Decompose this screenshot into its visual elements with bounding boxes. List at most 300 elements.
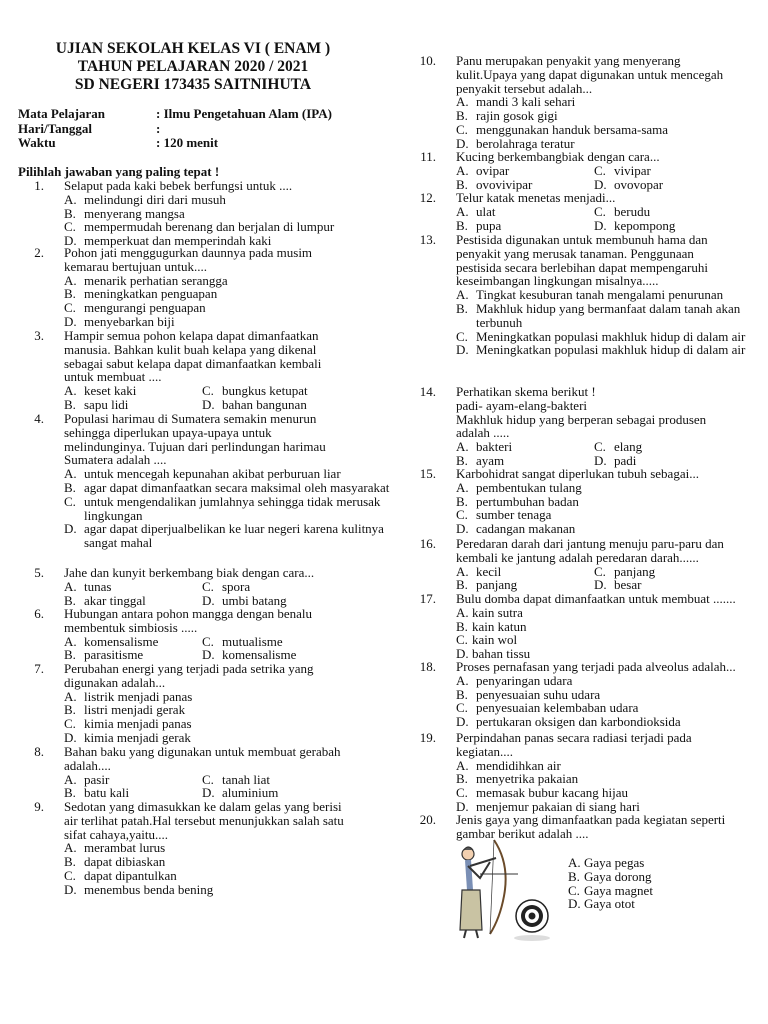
- option-letter: A.: [64, 633, 77, 649]
- option-text: mempermudah berenang dan berjalan di lumpur: [84, 219, 335, 235]
- question-12: [410, 191, 756, 232]
- option-text: pertukaran oksigen dan karbondioksida: [476, 714, 681, 730]
- question-text-line: Bulu domba dapat dimanfaatkan untuk membuat .......: [456, 591, 736, 606]
- answer-options: [456, 674, 756, 729]
- question-number: 8.: [34, 744, 44, 759]
- option-text: menyetrika pakaian: [476, 771, 579, 787]
- question-number: 13.: [419, 232, 436, 247]
- answer-options: [64, 773, 390, 801]
- option-text: untuk mengendalikan jumlahnya sehingga tidak merusak lingkungan: [84, 493, 381, 523]
- answer-options: [64, 841, 390, 896]
- question-18: [410, 660, 756, 729]
- answer-option[interactable]: [456, 786, 756, 800]
- answer-options: [64, 635, 390, 663]
- option-letter: A.: [64, 771, 77, 787]
- answer-options: [456, 440, 756, 468]
- question-text-line: Bahan baku yang digunakan untuk membuat gerabah: [64, 744, 341, 759]
- option-letter: C.: [456, 785, 468, 801]
- option-letter: B.: [456, 686, 468, 702]
- answer-options: [64, 580, 390, 608]
- answer-option[interactable]: [456, 522, 756, 536]
- answer-option[interactable]: [456, 620, 756, 634]
- option-letter: C.: [594, 439, 606, 455]
- answer-option[interactable]: [202, 384, 390, 398]
- answer-option[interactable]: [64, 301, 390, 315]
- answer-option[interactable]: [64, 193, 390, 207]
- day-label: Hari/Tanggal: [18, 120, 92, 136]
- answer-option[interactable]: [64, 522, 390, 550]
- question-number: 14.: [419, 384, 436, 399]
- answer-options: [456, 759, 756, 814]
- question-text-line: Perhatikan skema berikut !: [456, 384, 596, 399]
- option-text: sumber tenaga: [476, 507, 552, 523]
- question-text-line: Panu merupakan penyakit yang menyerang: [456, 53, 681, 68]
- option-text: agar dapat diperjualbelikan ke luar negeri karena kulitnya sangat mahal: [84, 521, 384, 551]
- subject-value: : Ilmu Pengetahuan Alam (IPA): [156, 106, 332, 121]
- option-text: menembus benda bening: [84, 881, 214, 897]
- answer-option[interactable]: [568, 856, 653, 870]
- answer-option[interactable]: [64, 855, 390, 869]
- answer-option[interactable]: [456, 205, 594, 219]
- option-letter: D.: [64, 521, 77, 537]
- option-letter: A.: [456, 479, 469, 495]
- answer-options: [456, 565, 756, 593]
- option-letter: A.: [456, 604, 469, 620]
- option-text: ayam: [476, 452, 505, 468]
- option-letter: C.: [202, 633, 214, 649]
- option-text: tunas: [84, 578, 112, 594]
- option-text: menjemur pakaian di siang hari: [476, 798, 640, 814]
- question-text-line: Pohon jati menggugurkan daunnya pada musim: [64, 245, 313, 260]
- option-text: kepompong: [614, 217, 676, 233]
- question-text-line: sebagai sabut kelapa dapat dimanfaatkan kembali: [64, 355, 322, 371]
- question-text-line: keseimbangan lingkungan misalnya.....: [456, 273, 659, 289]
- answer-option[interactable]: [64, 220, 390, 234]
- question-number: 9.: [34, 799, 44, 814]
- option-text: Gaya dorong: [584, 868, 652, 884]
- option-letter: C.: [456, 632, 468, 648]
- option-letter: A.: [456, 94, 469, 110]
- option-text: kain wol: [472, 632, 518, 648]
- answer-options: [456, 205, 756, 233]
- option-text: Makhluk hidup yang bermanfaat dalam tanah akan terbunuh: [476, 300, 741, 330]
- option-text: Tingkat kesuburan tanah mengalami penurunan: [476, 287, 724, 303]
- option-letter: A.: [64, 272, 77, 288]
- answer-option[interactable]: [456, 701, 756, 715]
- answer-option[interactable]: [594, 178, 756, 192]
- answer-option[interactable]: [456, 109, 756, 123]
- question-text-line: padi- ayam-elang-bakteri: [456, 397, 588, 413]
- answer-option[interactable]: [456, 565, 594, 579]
- option-text: panjang: [476, 577, 518, 593]
- answer-option[interactable]: [456, 95, 756, 109]
- answer-option[interactable]: [594, 205, 756, 219]
- archer-illustration: [446, 838, 558, 944]
- option-text: panjang: [614, 563, 656, 579]
- option-text: berudu: [614, 203, 651, 219]
- question-text-line: sehingga diperlukan upaya-upaya untuk: [64, 424, 272, 440]
- question-text-line: Populasi harimau di Sumatera semakin menurun: [64, 411, 317, 426]
- answer-option[interactable]: [64, 481, 390, 495]
- option-letter: C.: [568, 882, 580, 898]
- answer-option[interactable]: [568, 897, 653, 911]
- option-letter: C.: [456, 700, 468, 716]
- time-label: Waktu: [18, 135, 56, 150]
- question-16: [410, 537, 756, 592]
- answer-options: [456, 95, 756, 150]
- option-letter: A.: [64, 191, 77, 207]
- answer-option[interactable]: [64, 315, 390, 329]
- question-number: 7.: [34, 661, 44, 676]
- answer-option[interactable]: [64, 467, 390, 481]
- option-text: kecil: [476, 563, 502, 579]
- option-text: merambat lurus: [84, 840, 166, 856]
- answer-option[interactable]: [64, 274, 390, 288]
- question-number: 15.: [419, 466, 436, 481]
- answer-option[interactable]: [64, 287, 390, 301]
- answer-option[interactable]: [202, 580, 390, 594]
- option-text: Meningkatkan populasi makhluk hidup di dalam air: [476, 328, 746, 344]
- question-19: [410, 731, 756, 814]
- option-text: parasitisme: [84, 647, 144, 663]
- option-letter: B.: [64, 702, 76, 718]
- question-3: [18, 329, 390, 412]
- question-20: [410, 812, 756, 912]
- answer-option[interactable]: [64, 690, 390, 704]
- option-text: listri menjadi gerak: [84, 702, 186, 718]
- option-letter: C.: [594, 203, 606, 219]
- option-text: memasak bubur kacang hijau: [476, 785, 628, 801]
- option-text: bakteri: [476, 439, 513, 455]
- option-letter: C.: [64, 493, 76, 509]
- option-letter: C.: [456, 121, 468, 137]
- option-text: tanah liat: [222, 771, 271, 787]
- subject-label: Mata Pelajaran: [18, 106, 106, 121]
- option-text: dapat dibiaskan: [84, 854, 166, 870]
- option-letter: D.: [456, 646, 469, 662]
- option-text: Gaya otot: [584, 896, 635, 912]
- question-text-line: manusia. Bahkan kulit buah kelapa yang dikenal: [64, 341, 317, 357]
- option-text: padi: [614, 452, 637, 468]
- answer-options: [456, 288, 756, 357]
- option-text: batu kali: [84, 785, 130, 801]
- option-letter: A.: [456, 563, 469, 579]
- option-text: ovipar: [476, 162, 510, 178]
- answer-option[interactable]: [202, 635, 390, 649]
- answer-option[interactable]: [64, 773, 202, 787]
- answer-option[interactable]: [64, 869, 390, 883]
- answer-option[interactable]: [568, 870, 653, 884]
- question-number: 10.: [419, 53, 436, 68]
- option-letter: A.: [64, 840, 77, 856]
- option-text: kimia menjadi panas: [84, 716, 192, 732]
- option-letter: A.: [64, 383, 77, 399]
- answer-option[interactable]: [456, 123, 756, 137]
- option-letter: A.: [456, 287, 469, 303]
- answer-option[interactable]: [456, 219, 594, 233]
- option-text: menggunakan handuk bersama-sama: [476, 121, 669, 137]
- option-letter: B.: [64, 592, 76, 608]
- title-line-3: SD NEGERI 173435 SAITNIHUTA: [74, 76, 312, 93]
- answer-option[interactable]: [594, 440, 756, 454]
- answer-option[interactable]: [64, 703, 390, 717]
- question-text-line: Makhluk hidup yang berperan sebagai produsen: [456, 411, 707, 427]
- question-10: [410, 54, 756, 151]
- answer-options: [456, 606, 756, 661]
- option-text: agar dapat dimanfaatkan secara maksimal oleh masyarakat: [84, 479, 390, 495]
- option-letter: D.: [594, 176, 607, 192]
- question-text-line: Jahe dan kunyit berkembang biak dengan cara...: [64, 565, 315, 580]
- answer-option[interactable]: [594, 565, 756, 579]
- answer-options: [64, 274, 390, 329]
- option-letter: D.: [456, 714, 469, 730]
- option-letter: C.: [456, 507, 468, 523]
- option-letter: D.: [202, 592, 215, 608]
- option-text: dapat dipantulkan: [84, 867, 177, 883]
- question-text-line: untuk membuat ....: [64, 369, 162, 385]
- option-text: akar tinggal: [84, 592, 146, 608]
- option-letter: C.: [594, 563, 606, 579]
- option-text: cadangan makanan: [476, 521, 576, 537]
- answer-option[interactable]: [456, 481, 756, 495]
- option-letter: D.: [202, 396, 215, 412]
- question-text-line: Jenis gaya yang dimanfaatkan pada kegiatan seperti: [456, 812, 726, 827]
- option-text: bahan tissu: [472, 646, 531, 662]
- answer-option[interactable]: [202, 398, 390, 412]
- question-4: [18, 412, 390, 550]
- answer-option[interactable]: [456, 495, 756, 509]
- question-text-line: sifat cahaya,yaitu....: [64, 826, 168, 842]
- question-text-line: pestisida secara berlebihan dapat mempengaruhi: [456, 259, 708, 275]
- question-number: 12.: [419, 190, 436, 205]
- option-text: keset kaki: [84, 383, 137, 399]
- option-letter: D.: [64, 233, 77, 249]
- option-letter: A.: [456, 757, 469, 773]
- question-text-line: Peredaran darah dari jantung menuju paru-paru dan: [456, 536, 724, 551]
- option-letter: D.: [202, 647, 215, 663]
- archery-target-icon: [514, 900, 550, 941]
- question-text-line: air terlihat patah.Hal tersebut menunjukkan salah satu: [64, 812, 344, 828]
- option-letter: B.: [64, 205, 76, 221]
- answer-option[interactable]: [456, 715, 756, 729]
- option-letter: B.: [456, 577, 468, 593]
- question-5: [18, 566, 390, 607]
- answer-option[interactable]: [456, 772, 756, 786]
- option-letter: A.: [64, 578, 77, 594]
- option-text: spora: [222, 578, 251, 594]
- option-text: penyaringan udara: [476, 672, 573, 688]
- instruction: Pilihlah jawaban yang paling tepat !: [18, 164, 220, 179]
- question-1: [18, 179, 390, 248]
- option-letter: C.: [64, 300, 76, 316]
- answer-option[interactable]: [456, 508, 756, 522]
- option-text: bungkus ketupat: [222, 383, 308, 399]
- option-text: Gaya magnet: [584, 882, 653, 898]
- option-letter: B.: [64, 286, 76, 302]
- option-text: aluminium: [222, 785, 279, 801]
- answer-option[interactable]: [456, 606, 756, 620]
- answer-option[interactable]: [456, 330, 756, 344]
- option-text: melindungi diri dari musuh: [84, 191, 226, 207]
- question-number: 16.: [419, 536, 436, 551]
- question-17: [410, 592, 756, 661]
- option-text: umbi batang: [222, 592, 287, 608]
- question-text-line: Karbohidrat sangat diperlukan tubuh sebagai...: [456, 466, 699, 481]
- answer-option[interactable]: [568, 884, 653, 898]
- answer-options: [64, 193, 390, 248]
- option-letter: D.: [456, 798, 469, 814]
- option-text: kain sutra: [472, 604, 523, 620]
- option-letter: A.: [456, 439, 469, 455]
- option-text: penyesuaian suhu udara: [476, 686, 601, 702]
- question-text-line: Sedotan yang dimasukkan ke dalam gelas yang berisi: [64, 799, 342, 814]
- option-text: besar: [614, 577, 642, 593]
- answer-option[interactable]: [64, 883, 390, 897]
- answer-option[interactable]: [456, 343, 756, 357]
- question-14: [410, 385, 756, 468]
- option-letter: D.: [456, 342, 469, 358]
- question-9: [18, 800, 390, 897]
- option-text: mendidihkan air: [476, 757, 561, 773]
- option-text: ulat: [476, 203, 496, 219]
- answer-option[interactable]: [64, 635, 202, 649]
- answer-option[interactable]: [456, 164, 594, 178]
- answer-options: [64, 384, 390, 412]
- answer-option[interactable]: [64, 717, 390, 731]
- option-letter: B.: [456, 300, 468, 316]
- option-text: Gaya pegas: [584, 855, 645, 870]
- option-text: pupa: [476, 217, 502, 233]
- option-text: mutualisme: [222, 633, 283, 649]
- time-value: : 120 menit: [156, 135, 219, 150]
- answer-options: [456, 164, 756, 192]
- question-number: 2.: [34, 245, 44, 260]
- option-letter: A.: [568, 855, 581, 870]
- option-letter: A.: [64, 466, 77, 482]
- answer-options: [456, 481, 756, 536]
- option-letter: C.: [594, 162, 606, 178]
- title-line-2: TAHUN PELAJARAN 2020 / 2021: [77, 58, 309, 75]
- question-8: [18, 745, 390, 800]
- answer-option[interactable]: [202, 773, 390, 787]
- question-text-line: kulit.Upaya yang dapat digunakan untuk mencegah: [456, 66, 724, 82]
- option-text: sapu lidi: [84, 396, 129, 412]
- option-text: ovovivipar: [476, 176, 533, 192]
- option-letter: D.: [64, 313, 77, 329]
- question-text-line: Perubahan energi yang terjadi pada setrika yang: [64, 661, 314, 676]
- answer-option[interactable]: [64, 841, 390, 855]
- option-text: ovovopar: [614, 176, 664, 192]
- answer-option[interactable]: [456, 688, 756, 702]
- option-text: rajin gosok gigi: [476, 108, 558, 124]
- option-letter: A.: [456, 672, 469, 688]
- question-text-line: Sumatera adalah ....: [64, 452, 167, 468]
- option-letter: D.: [202, 785, 215, 801]
- option-letter: C.: [64, 867, 76, 883]
- option-text: pembentukan tulang: [476, 479, 582, 495]
- option-letter: D.: [594, 577, 607, 593]
- option-letter: B.: [568, 868, 580, 884]
- answer-option[interactable]: [64, 580, 202, 594]
- question-number: 6.: [34, 606, 44, 621]
- question-text-line: melindunginya. Tujuan dari perlindungan harimau: [64, 438, 326, 454]
- question-text-line: kegiatan....: [456, 743, 514, 759]
- answer-option[interactable]: [64, 398, 202, 412]
- option-letter: C.: [64, 716, 76, 732]
- question-text-line: Perpindahan panas secara radiasi terjadi pada: [456, 730, 692, 745]
- option-text: Meningkatkan populasi makhluk hidup di dalam air: [476, 342, 746, 358]
- question-text-line: Hampir semua pohon kelapa dapat dimanfaatkan: [64, 328, 319, 343]
- answer-option[interactable]: [456, 440, 594, 454]
- answer-option[interactable]: [64, 384, 202, 398]
- option-letter: D.: [456, 135, 469, 151]
- option-letter: C.: [456, 328, 468, 344]
- option-text: untuk mencegah kepunahan akibat perburuan liar: [84, 466, 341, 482]
- question-number: 17.: [419, 591, 436, 606]
- answer-option[interactable]: [594, 219, 756, 233]
- question-text-line: Hubungan antara pohon mangga dengan benalu: [64, 606, 313, 621]
- question-text-line: gambar berikut adalah ....: [456, 825, 589, 841]
- option-text: vivipar: [614, 162, 651, 178]
- question-text-line: Kucing berkembangbiak dengan cara...: [456, 149, 660, 164]
- answer-option[interactable]: [456, 302, 756, 330]
- question-number: 5.: [34, 565, 44, 580]
- exam-meta: [18, 107, 332, 151]
- option-text: bahan bangunan: [222, 396, 307, 412]
- question-text-line: adalah....: [64, 757, 111, 773]
- question-text-line: Proses pernafasan yang terjadi pada alveolus adalah...: [456, 659, 736, 674]
- option-letter: D.: [64, 729, 77, 745]
- option-text: komensalisme: [222, 647, 297, 663]
- answer-option[interactable]: [456, 288, 756, 302]
- option-text: kain katun: [472, 618, 527, 634]
- option-letter: D.: [594, 452, 607, 468]
- question-number: 4.: [34, 411, 44, 426]
- answer-option[interactable]: [456, 633, 756, 647]
- option-text: komensalisme: [84, 633, 159, 649]
- option-text: menyerang mangsa: [84, 205, 185, 221]
- answer-option[interactable]: [594, 164, 756, 178]
- option-letter: B.: [456, 217, 468, 233]
- option-letter: C.: [202, 771, 214, 787]
- question-13: [410, 233, 756, 357]
- option-letter: A.: [64, 688, 77, 704]
- exam-title: [18, 40, 368, 94]
- option-text: kimia menjadi gerak: [84, 729, 191, 745]
- option-letter: B.: [64, 479, 76, 495]
- question-text-line: penyakit tersebut adalah...: [456, 80, 593, 96]
- answer-option[interactable]: [64, 731, 390, 745]
- answer-options: [64, 467, 390, 550]
- answer-options: [568, 856, 653, 911]
- option-letter: D.: [456, 521, 469, 537]
- option-text: mengurangi penguapan: [84, 300, 206, 316]
- option-letter: A.: [456, 203, 469, 219]
- question-text-line: penyakit yang merusak tanaman. Penggunaan: [456, 245, 694, 261]
- option-letter: B.: [456, 108, 468, 124]
- option-text: elang: [614, 439, 643, 455]
- option-text: menyebarkan biji: [84, 313, 175, 329]
- answer-options: [64, 690, 390, 745]
- answer-option[interactable]: [456, 674, 756, 688]
- question-number: 11.: [420, 149, 436, 164]
- day-value: :: [156, 120, 161, 136]
- answer-option[interactable]: [64, 495, 390, 523]
- question-text-line: digunakan adalah...: [64, 674, 166, 690]
- question-number: 3.: [34, 328, 44, 343]
- answer-option[interactable]: [64, 207, 390, 221]
- answer-option[interactable]: [456, 759, 756, 773]
